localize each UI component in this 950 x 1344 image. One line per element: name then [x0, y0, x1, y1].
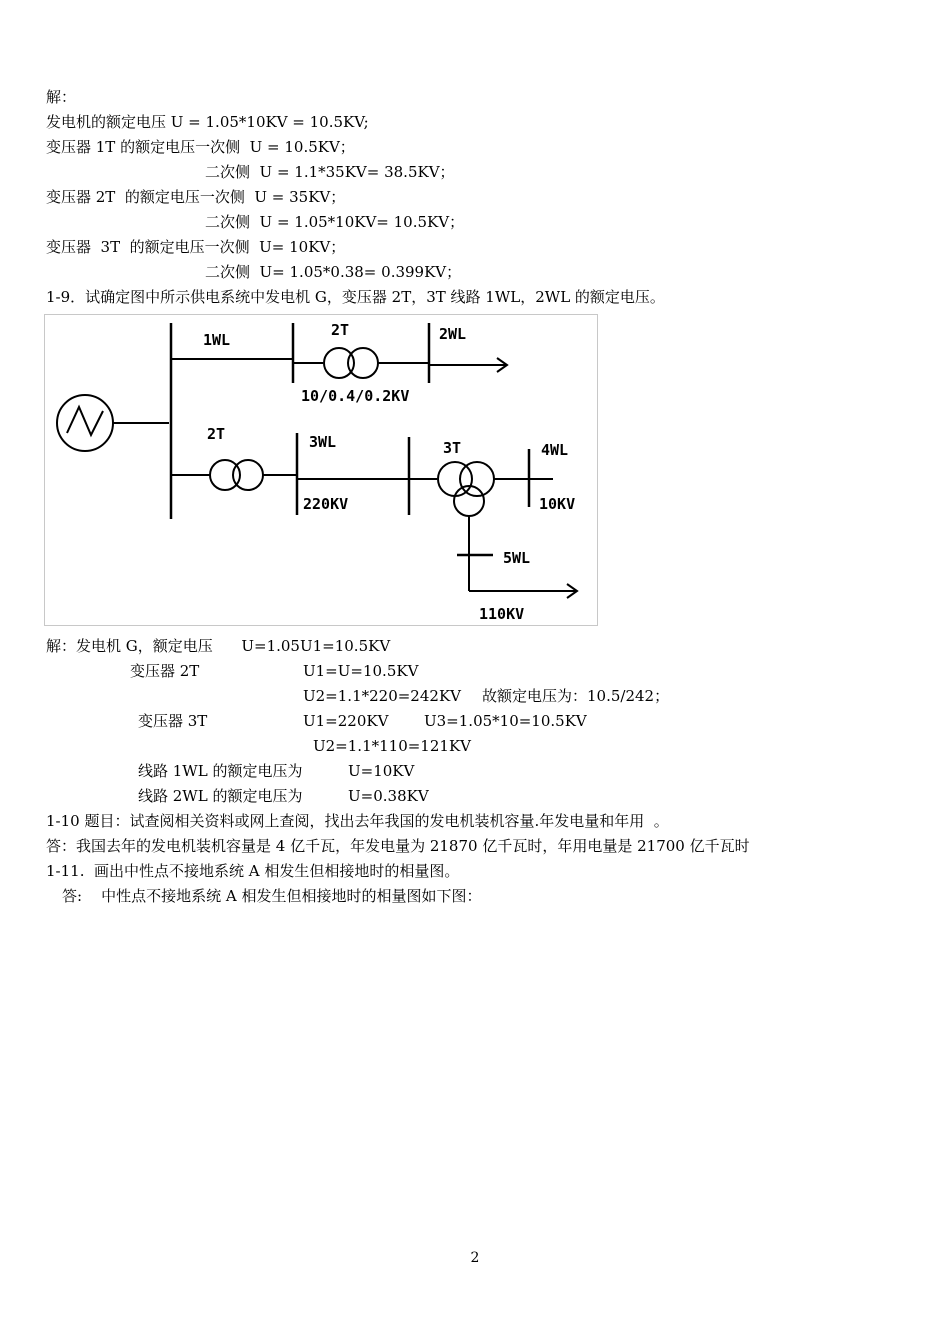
question-text: 1-10 题目：试查阅相关资料或网上查阅，找出去年我国的发电机装机容量.年发电量和年用 。: [46, 812, 669, 830]
text-line: U2=1.1*110=121KV: [313, 737, 471, 755]
text-line: U=0.38KV: [348, 787, 429, 805]
power-system-diagram: [44, 314, 598, 626]
text-line: U3=1.05*10=10.5KV: [424, 712, 587, 730]
generator-wave: [67, 407, 103, 435]
label-110kv: 110KV: [479, 605, 525, 623]
label-2wl: 2WL: [439, 325, 467, 343]
transformer-2t-top: [324, 348, 354, 378]
text-line: U=10KV: [348, 762, 415, 780]
question-text: 1-11. 画出中性点不接地系统 A 相发生但相接地时的相量图。: [46, 862, 460, 880]
label-4wl: 4WL: [541, 441, 569, 459]
text-line: 线路 2WL 的额定电压为: [138, 787, 303, 805]
answer-text: 答：我国去年的发电机装机容量是 4 亿千瓦，年发电量为 21870 亿千瓦时，年用电量是 21700 亿千瓦时: [46, 837, 750, 855]
label-2t-top: 2T: [331, 321, 350, 339]
text-line: U1=U=10.5KV: [303, 662, 419, 680]
text-line: U2=1.1*220=242KV: [303, 687, 461, 705]
label-ratio: 10/0.4/0.2KV: [301, 387, 410, 405]
label-220kv: 220KV: [303, 495, 349, 513]
text-line: 解：: [46, 88, 77, 106]
text-line: 线路 1WL 的额定电压为: [138, 762, 303, 780]
text-line: 解：发电机 G，额定电压 U=1.05U1=10.5KV: [46, 637, 391, 655]
label-5wl: 5WL: [503, 549, 531, 567]
text-line: 变压器 3T: [138, 712, 208, 730]
label-10kv: 10KV: [539, 495, 576, 513]
text-line: 二次侧 U = 1.1*35KV= 38.5KV；: [205, 163, 455, 181]
text-line: 变压器 2T 的额定电压一次侧 U = 35KV；: [46, 188, 346, 206]
label-2t-bottom: 2T: [207, 425, 226, 443]
transformer-3t: [438, 462, 472, 496]
transformer-2t-bottom: [210, 460, 240, 490]
answer-text: 答: 中性点不接地系统 A 相发生但相接地时的相量图如下图：: [62, 887, 482, 905]
question-text: 1-9．试确定图中所示供电系统中发电机 G，变压器 2T，3T 线路 1WL，2WL 的额定电压。: [46, 288, 665, 306]
text-line: 二次侧 U= 1.05*0.38= 0.399KV；: [205, 263, 462, 281]
text-line: 变压器 1T 的额定电压一次侧 U = 10.5KV；: [46, 138, 355, 156]
text-line: 发电机的额定电压 U = 1.05*10KV = 10.5KV;: [46, 113, 369, 131]
text-line: 变压器 3T 的额定电压一次侧 U= 10KV；: [46, 238, 346, 256]
text-line: 故额定电压为：10.5/242；: [482, 687, 670, 705]
label-3t: 3T: [443, 439, 462, 457]
text-line: 二次侧 U = 1.05*10KV= 10.5KV；: [205, 213, 465, 231]
page-number: 2: [470, 1250, 480, 1266]
text-line: 变压器 2T: [130, 662, 200, 680]
text-line: U1=220KV: [303, 712, 389, 730]
label-3wl: 3WL: [309, 433, 337, 451]
label-1wl: 1WL: [203, 331, 231, 349]
diagram-svg: [45, 315, 597, 625]
